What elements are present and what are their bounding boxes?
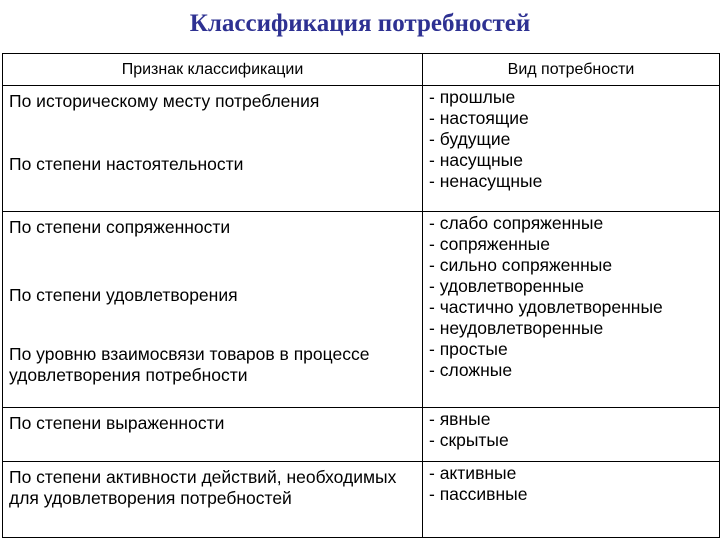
- feature-text: По степени выраженности: [9, 413, 225, 433]
- kind-item: - пассивные: [429, 484, 528, 504]
- feature-cell: [3, 462, 423, 538]
- table-row: [3, 408, 720, 462]
- kind-cell: [423, 462, 720, 538]
- header-feature: Признак классификации: [3, 54, 423, 86]
- feature-text: По степени настоятельности: [9, 154, 244, 174]
- kind-item: - активные: [429, 463, 517, 483]
- feature-text: По историческому месту потребления: [9, 91, 320, 111]
- page-title: Классификация потребностей: [189, 10, 531, 37]
- kind-item: - слабо сопряженные: [429, 213, 604, 233]
- kind-item: - явные: [429, 409, 491, 429]
- kind-cell: [423, 86, 720, 212]
- table-row: [3, 86, 720, 212]
- feature-text: По уровню взаимосвязи товаров в процессе удовлетворения потребности: [9, 344, 370, 385]
- feature-text: По степени удовлетворения: [9, 285, 238, 305]
- kind-item: - настоящие: [429, 108, 529, 128]
- kind-item: - будущие: [429, 129, 511, 149]
- table-row: [3, 462, 720, 538]
- header-kind: Вид потребности: [423, 54, 720, 86]
- kind-item: - простые: [429, 339, 508, 359]
- kind-item: - частично удовлетворенные: [429, 297, 663, 317]
- feature-cell: [3, 86, 423, 212]
- kind-item: - сложные: [429, 360, 513, 380]
- feature-text: По степени активности действий, необходимых для удовлетворения потребностей: [9, 467, 397, 508]
- kind-item: - ненасущные: [429, 171, 543, 191]
- kind-item: - сопряженные: [429, 234, 550, 254]
- kind-cell: [423, 408, 720, 462]
- kind-item: - скрытые: [429, 430, 509, 450]
- table-header-row: [3, 54, 720, 86]
- kind-item: - прошлые: [429, 87, 516, 107]
- kind-item: - сильно сопряженные: [429, 255, 613, 275]
- feature-cell: [3, 408, 423, 462]
- feature-text: По степени сопряженности: [9, 217, 231, 237]
- feature-cell: [3, 212, 423, 408]
- kind-cell: [423, 212, 720, 408]
- classification-table: [2, 53, 720, 538]
- kind-item: - удовлетворенные: [429, 276, 585, 296]
- kind-item: - неудовлетворенные: [429, 318, 604, 338]
- table-row: [3, 212, 720, 408]
- kind-item: - насущные: [429, 150, 523, 170]
